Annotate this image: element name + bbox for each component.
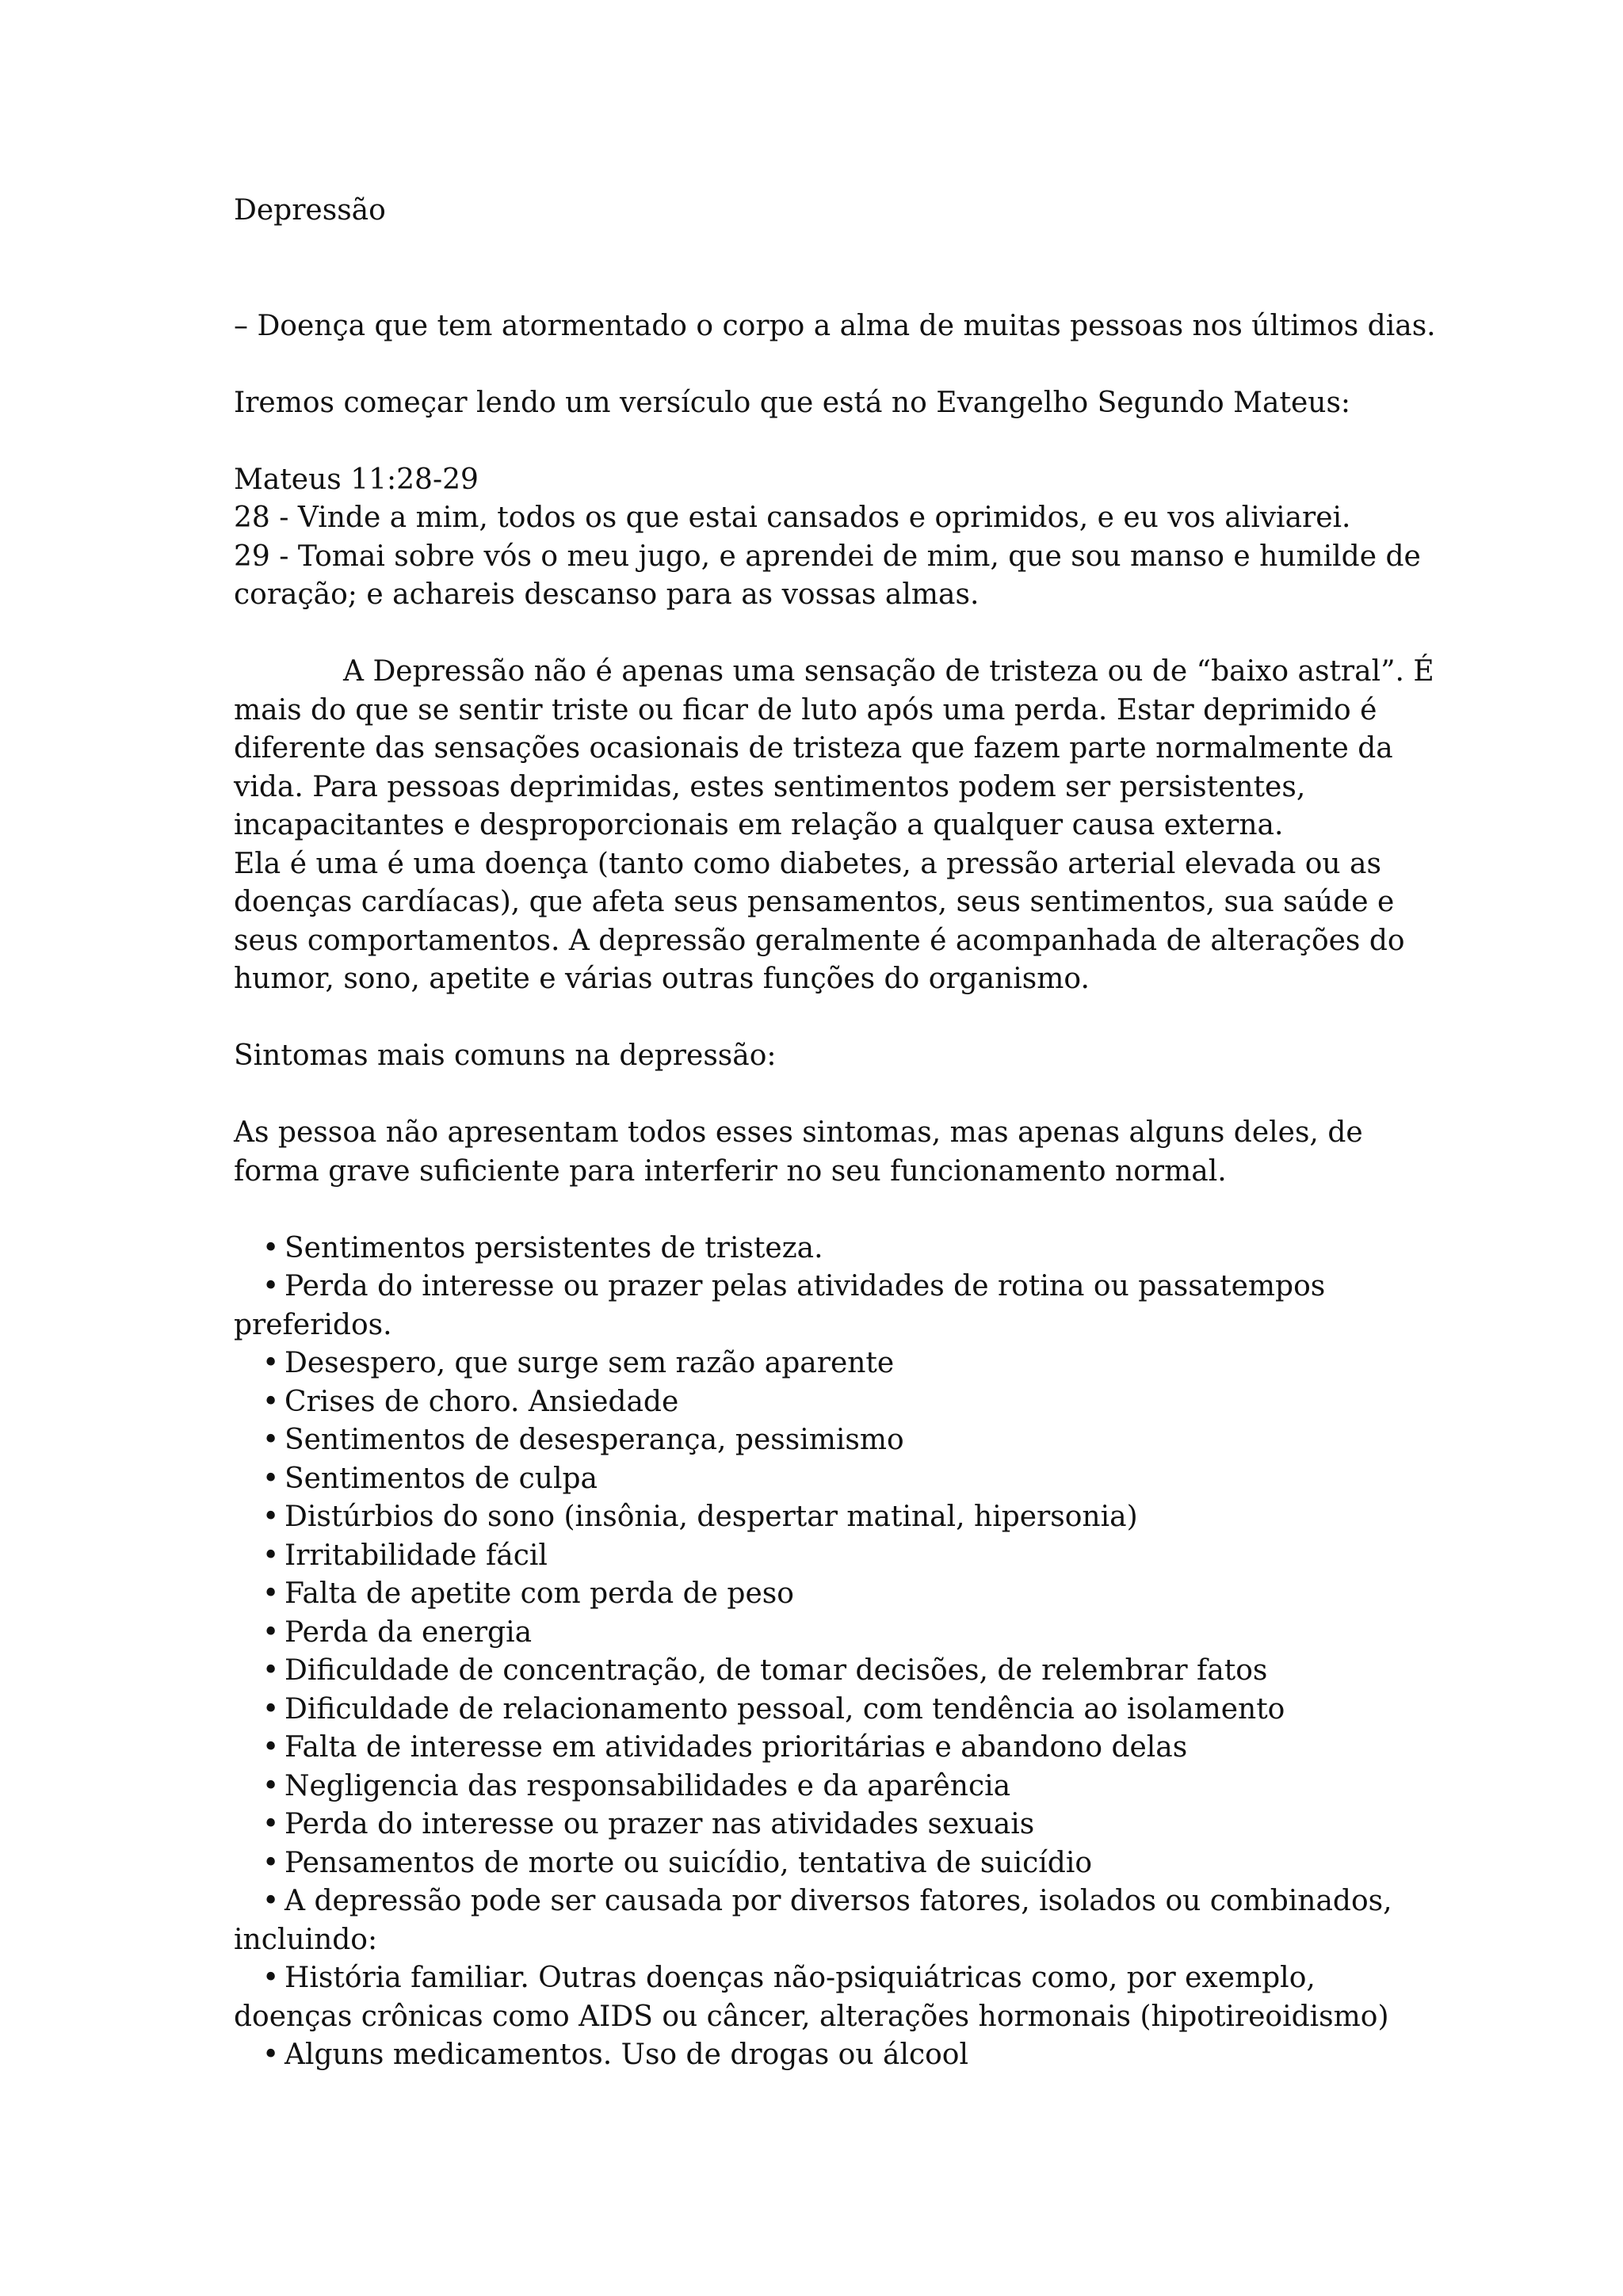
bullet-icon: • xyxy=(262,1424,280,1456)
spacer xyxy=(234,1191,1423,1230)
bullet-icon: • xyxy=(262,1347,280,1379)
list-item xyxy=(234,1844,1423,1883)
bullet-icon: • xyxy=(262,2039,280,2071)
list-item xyxy=(234,1537,1423,1576)
list-item xyxy=(234,1460,1423,1499)
list-item-text: Sentimentos persistentes de tristeza. xyxy=(285,1231,823,1264)
list-item-text: Sentimentos de culpa xyxy=(285,1462,598,1495)
bullet-icon: • xyxy=(262,1385,280,1418)
spacer xyxy=(234,231,1423,307)
bullet-icon: • xyxy=(262,1615,280,1649)
verse-28: 28 - Vinde a mim, todos os que estai cansados e oprimidos, e eu vos aliviarei. xyxy=(234,502,1351,534)
bullet-icon: • xyxy=(262,1654,280,1687)
bullet-icon: • xyxy=(262,1885,280,1917)
paragraph-line: Ela é uma é uma doença (tanto como diabetes, a pressão arterial elevada ou as xyxy=(234,847,1381,880)
bullet-icon: • xyxy=(262,1808,280,1840)
list-item-text: Falta de apetite com perda de peso xyxy=(285,1577,794,1610)
list-item-line xyxy=(234,1959,1423,1998)
list-item xyxy=(234,1806,1423,1844)
list-item-text: Dificuldade de concentração, de tomar decisões, de relembrar fatos xyxy=(285,1654,1268,1687)
list-item xyxy=(234,2036,1423,2075)
list-item xyxy=(234,1959,1423,2036)
list-item-text: Falta de interesse em atividades prioritárias e abandono delas xyxy=(285,1731,1188,1764)
bullet-icon: • xyxy=(262,1692,280,1726)
paragraph-line: mais do que se sentir triste ou ficar de luto após uma perda. Estar deprimido é xyxy=(234,693,1377,727)
document-page xyxy=(234,192,1436,2075)
bullet-icon: • xyxy=(262,1846,280,1879)
bullet-icon: • xyxy=(262,1577,280,1610)
list-item-line xyxy=(234,1729,1423,1768)
symptoms-heading: Sintomas mais comuns na depressão: xyxy=(234,1039,777,1072)
list-item-text: Desespero, que surge sem razão aparente xyxy=(285,1347,895,1379)
list-item-continuation: preferidos. xyxy=(234,1308,392,1341)
paragraph-line: diferente das sensações ocasionais de tristeza que fazem parte normalmente da xyxy=(234,732,1393,765)
verse-29-line-1: 29 - Tomai sobre vós o meu jugo, e aprendei de mim, que sou manso e humilde de xyxy=(234,540,1421,573)
bullet-icon: • xyxy=(262,1962,280,1994)
paragraph-line: doenças cardíacas), que afeta seus pensamentos, seus sentimentos, sua saúde e xyxy=(234,886,1395,918)
list-item xyxy=(234,1230,1423,1268)
bullet-icon: • xyxy=(262,1270,280,1302)
list-item-line xyxy=(234,1652,1423,1691)
list-item-text: Crises de choro. Ansiedade xyxy=(285,1385,679,1418)
paragraph-line: incapacitantes e desproporcionais em relação a qualquer causa externa. xyxy=(234,809,1284,841)
list-item-text: Irritabilidade fácil xyxy=(285,1539,548,1572)
list-item xyxy=(234,1498,1423,1537)
list-item-line xyxy=(234,1768,1423,1806)
list-item-text: Perda do interesse ou prazer pelas atividades de rotina ou passatempos xyxy=(285,1270,1326,1302)
list-item-line xyxy=(234,2036,1423,2075)
verse-29-line-2: coração; e achareis descanso para as vossas almas. xyxy=(234,578,980,611)
intro-line: – Doença que tem atormentado o corpo a alma de muitas pessoas nos últimos dias. xyxy=(234,309,1436,342)
list-item-text: Distúrbios do sono (insônia, despertar matinal, hipersonia) xyxy=(285,1501,1138,1533)
list-item xyxy=(234,1614,1423,1653)
list-item-text: Sentimentos de desesperança, pessimismo xyxy=(285,1424,904,1456)
list-item xyxy=(234,1268,1423,1344)
verse-block xyxy=(234,461,1423,615)
spacer xyxy=(234,345,1423,384)
list-item-text: Dificuldade de relacionamento pessoal, com tendência ao isolamento xyxy=(285,1692,1285,1726)
list-item xyxy=(234,1768,1423,1806)
list-item-line xyxy=(234,1844,1423,1883)
spacer xyxy=(234,422,1423,461)
list-item xyxy=(234,1421,1423,1460)
list-item xyxy=(234,1729,1423,1768)
paragraph-depression-definition xyxy=(234,653,1434,999)
lead-line: Iremos começar lendo um versículo que está no Evangelho Segundo Mateus: xyxy=(234,386,1351,419)
list-item-text: Perda da energia xyxy=(285,1615,533,1649)
list-item-line xyxy=(234,1537,1423,1576)
document-title: Depressão xyxy=(234,194,386,227)
list-item-text: História familiar. Outras doenças não-psiquiátricas como, por exemplo, xyxy=(285,1962,1316,1994)
list-item-continuation: incluindo: xyxy=(234,1923,378,1956)
paragraph-line: vida. Para pessoas deprimidas, estes sentimentos podem ser persistentes, xyxy=(234,770,1306,803)
list-item-line xyxy=(234,1614,1423,1653)
bullet-icon: • xyxy=(262,1539,280,1572)
list-item-text: Alguns medicamentos. Uso de drogas ou álcool xyxy=(285,2039,968,2071)
spacer xyxy=(234,615,1423,654)
bullet-icon: • xyxy=(262,1462,280,1495)
paragraph-line: seus comportamentos. A depressão geralmente é acompanhada de alterações do xyxy=(234,924,1405,957)
bullet-icon: • xyxy=(262,1231,280,1264)
bullet-icon: • xyxy=(262,1501,280,1533)
list-item-line xyxy=(234,1268,1423,1306)
list-item xyxy=(234,1882,1423,1959)
paragraph-line: humor, sono, apetite e várias outras funções do organismo. xyxy=(234,963,1090,995)
list-item xyxy=(234,1691,1423,1730)
list-item-line xyxy=(234,1882,1423,1921)
list-item-continuation: doenças crônicas como AIDS ou câncer, alterações hormonais (hipotireoidismo) xyxy=(234,2000,1389,2033)
spacer xyxy=(234,1076,1423,1115)
paragraph-line: A Depressão não é apenas uma sensação de tristeza ou de “baixo astral”. É xyxy=(343,655,1434,688)
paragraph-line: forma grave suficiente para interferir no seu funcionamento normal. xyxy=(234,1154,1227,1188)
list-item xyxy=(234,1383,1423,1422)
list-item xyxy=(234,1344,1423,1383)
spacer xyxy=(234,999,1423,1038)
list-item-line xyxy=(234,1460,1423,1499)
list-item-line xyxy=(234,1498,1423,1537)
list-item-line xyxy=(234,1806,1423,1844)
bullet-icon: • xyxy=(262,1769,280,1802)
verse-reference: Mateus 11:28-29 xyxy=(234,463,479,496)
list-item-line xyxy=(234,1575,1423,1614)
list-item xyxy=(234,1652,1423,1691)
list-item-line xyxy=(234,1421,1423,1460)
bullet-icon: • xyxy=(262,1731,280,1764)
list-item-text: Pensamentos de morte ou suicídio, tentativa de suicídio xyxy=(285,1846,1093,1879)
list-item-text: Perda do interesse ou prazer nas atividades sexuais xyxy=(285,1808,1035,1840)
list-item-line xyxy=(234,1383,1423,1422)
list-item-text: Negligencia das responsabilidades e da aparência xyxy=(285,1769,1011,1802)
list-item-text: A depressão pode ser causada por diversos fatores, isolados ou combinados, xyxy=(285,1885,1392,1917)
list-item-line xyxy=(234,1230,1423,1268)
symptoms-bullet-list xyxy=(234,1230,1423,2075)
list-item-line xyxy=(234,1691,1423,1730)
paragraph-symptoms-note xyxy=(234,1114,1423,1191)
list-item xyxy=(234,1575,1423,1614)
paragraph-line: As pessoa não apresentam todos esses sintomas, mas apenas alguns deles, de xyxy=(234,1116,1363,1149)
list-item-line xyxy=(234,1344,1423,1383)
